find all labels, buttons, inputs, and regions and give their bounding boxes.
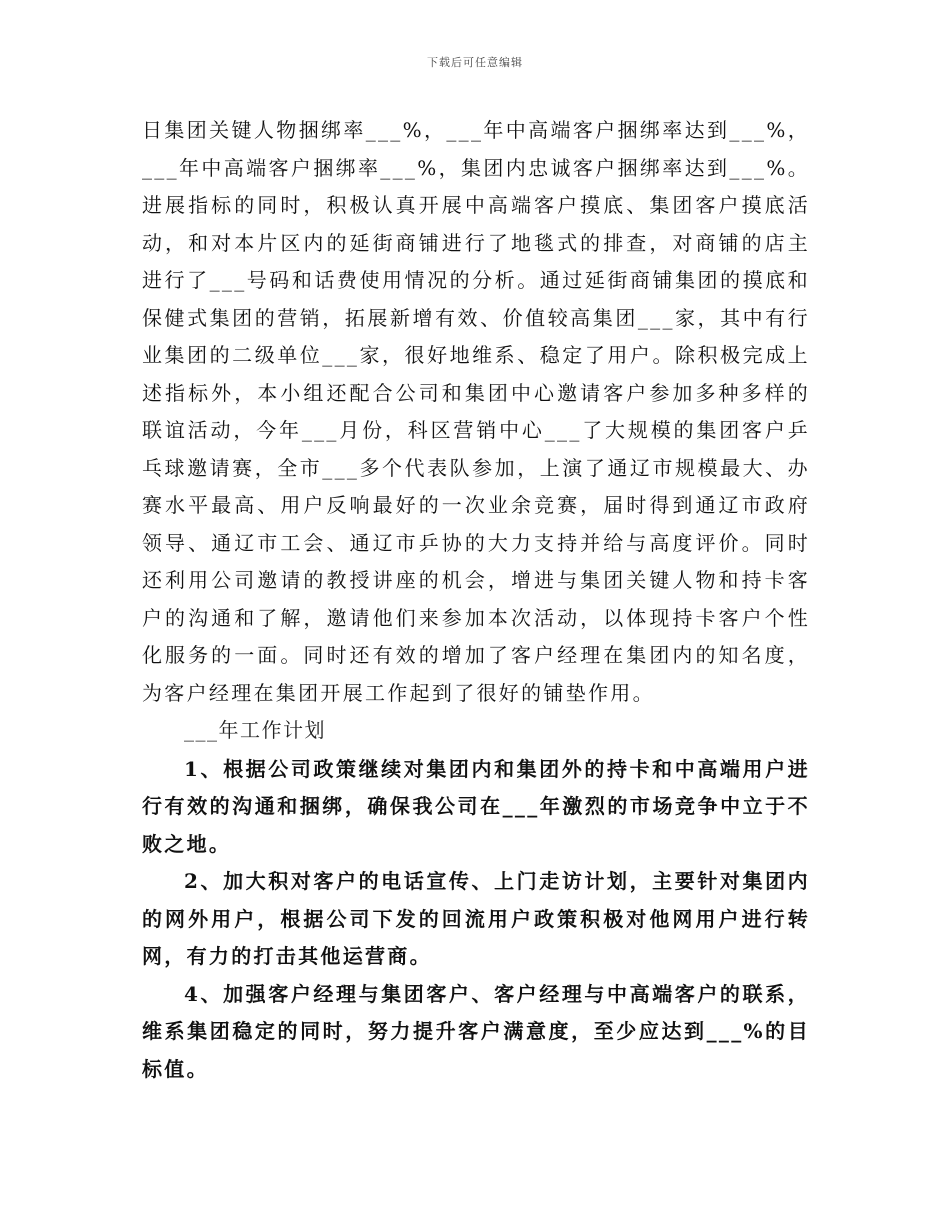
summary-paragraph: 日集团关键人物捆绑率___%，___年中高端客户捆绑率达到___%，___年中高端客户捆绑率___%，集团内忠诚客户捆绑率达到___%。进展指标的同时，积极认真开展中高端客户摸底、集团客户摸底活动，和对本片区内的延街商铺进行了地毯式的排查，对商铺的店主进行了___号码和话费使用情况的分析。通过延街商铺集团的摸底和保健式集团的营销，拓展新增有效、价值较高集团___家，其中有行业集团的二级单位___家，很好地维系、稳定了用户。除积极完成上述指标外，本小组还配合公司和集团中心邀请客户参加多种多样的联谊活动，今年___月份，科区营销中心___了大规模的集团客户乒乓球邀请赛，全市___多个代表队参加，上演了通辽市规模最大、办赛水平最高、用户反响最好的一次业余竞赛，届时得到通辽市政府领导、通辽市工会、通辽市乒协的大力支持并给与高度评价。同时还利用公司邀请的教授讲座的机会，增进与集团关键人物和持卡客户的沟通和了解，邀请他们来参加本次活动，以体现持卡客户个性化服务的一面。同时还有效的增加了客户经理在集团内的知名度，为客户经理在集团开展工作起到了很好的铺垫作用。 bbox=[142, 118, 810, 705]
document-body bbox=[142, 112, 810, 1088]
work-plan-heading: ___年工作计划 bbox=[184, 718, 326, 742]
plan-item: 4、加强客户经理与集团客户、客户经理与中高端客户的联系，维系集团稳定的同时，努力提升客户满意度，至少应达到___%的目标值。 bbox=[142, 981, 810, 1081]
page-header: 下载后可任意编辑 bbox=[427, 56, 523, 69]
plan-item: 2、加大积对客户的电话宣传、上门走访计划，主要针对集团内的网外用户，根据公司下发的回流用户政策积极对他网用户进行转网，有力的打击其他运营商。 bbox=[142, 869, 810, 968]
plan-item: 1、根据公司政策继续对集团内和集团外的持卡和中高端用户进行有效的沟通和捆绑，确保我公司在___年激烈的市场竞争中立于不败之地。 bbox=[142, 756, 810, 856]
